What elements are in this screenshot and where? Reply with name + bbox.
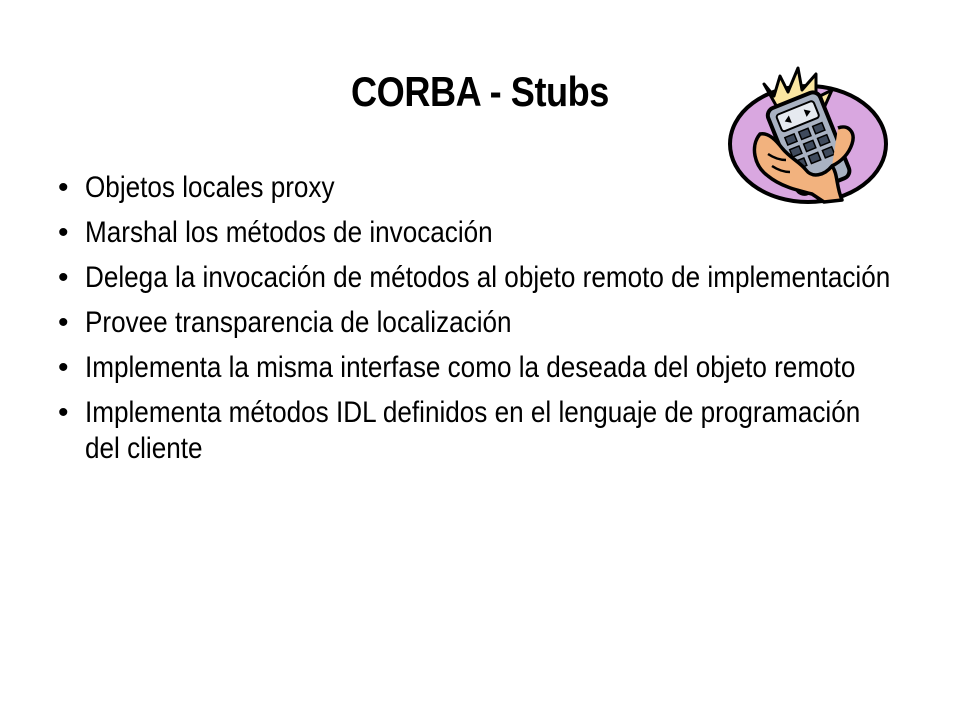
slide-title: CORBA - Stubs — [351, 68, 609, 115]
bullet-marker: • — [58, 216, 69, 249]
bullet-item — [58, 170, 868, 206]
bullet-text: Provee transparencia de localización — [85, 306, 512, 339]
bullet-item — [58, 215, 868, 251]
bullet-item — [58, 260, 891, 296]
bullet-item — [58, 305, 868, 341]
bullet-text: Objetos locales proxy — [85, 171, 335, 204]
bullet-text: Implementa la misma interfase como la deseada del objeto remoto — [85, 351, 856, 384]
bullet-item — [58, 395, 868, 467]
bullet-item — [58, 350, 868, 386]
bullet-marker: • — [58, 306, 69, 339]
bullet-text: Marshal los métodos de invocación — [85, 216, 493, 249]
bullet-text: Implementa métodos IDL definidos en el lenguaje de programación del cliente — [85, 396, 861, 465]
bullet-marker: • — [58, 396, 69, 429]
bullet-marker: • — [58, 261, 69, 294]
bullet-text: Delega la invocación de métodos al objeto remoto de implementación — [85, 261, 891, 294]
bullet-marker: • — [58, 171, 69, 204]
bullet-marker: • — [58, 351, 69, 384]
bullet-list — [58, 170, 891, 476]
